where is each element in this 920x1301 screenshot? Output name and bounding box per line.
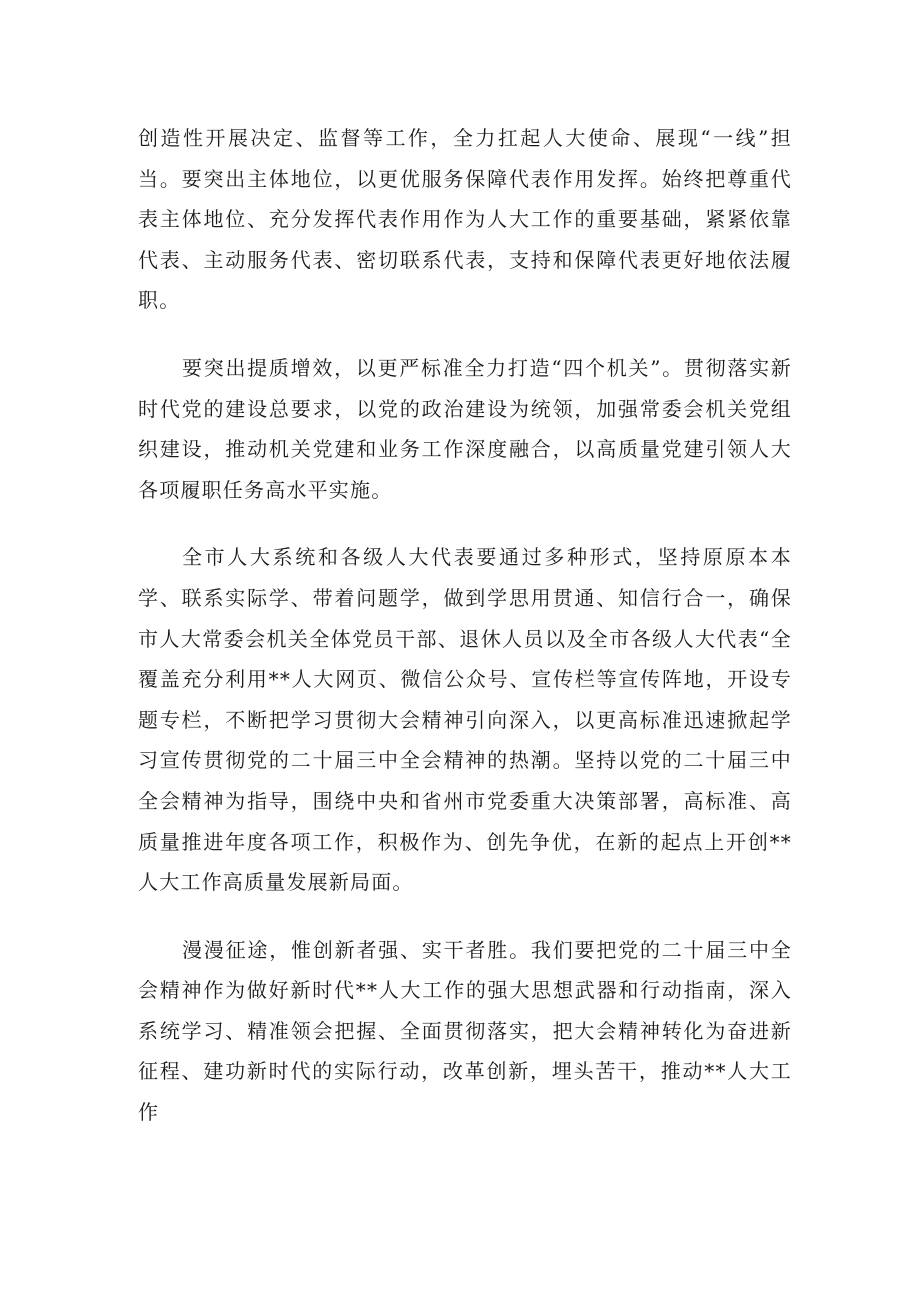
paragraph-1: 创造性开展决定、监督等工作，全力扛起人大使命、展现“一线”担当。要突出主体地位，以更优服务保障代表作用发挥。始终把尊重代表主体地位、充分发挥代表作用作为人大工作的重要基础，紧紧依靠代表、主动服务代表、密切联系代表，支持和保障代表更好地依法履职。 — [138, 126, 792, 313]
document-body — [138, 118, 792, 1133]
paragraph-2: 要突出提质增效，以更严标准全力打造“四个机关”。贯彻落实新时代党的建设总要求，以党的政治建设为统领，加强常委会机关党组织建设，推动机关党建和业务工作深度融合，以高质量党建引领人大各项履职任务高水平实施。 — [138, 355, 792, 502]
paragraph-4: 漫漫征途，惟创新者强、实干者胜。我们要把党的二十届三中全会精神作为做好新时代**人大工作的强大思想武器和行动指南，深入系统学习、精准领会把握、全面贯彻落实，把大会精神转化为奋进新征程、建功新时代的实际行动，改革创新，埋头苦干，推动**人大工作 — [138, 937, 792, 1125]
paragraph-3: 全市人大系统和各级人大代表要通过多种形式，坚持原原本本学、联系实际学、带着问题学，做到学思用贯通、知信行合一，确保市人大常委会机关全体党员干部、退休人员以及全市各级人大代表“全覆盖充分利用**人大网页、微信公众号、宣传栏等宣传阵地，开设专题专栏，不断把学习贯彻大会精神引向深入，以更高标准迅速掀起学习宣传贯彻党的二十届三中全会精神的热潮。坚持以党的二十届三中全会精神为指导，围绕中央和省州市党委重大决策部署，高标准、高质量推进年度各项工作，积极作为、创先争优，在新的起点上开创**人大工作高质量发展新局面。 — [138, 545, 792, 895]
